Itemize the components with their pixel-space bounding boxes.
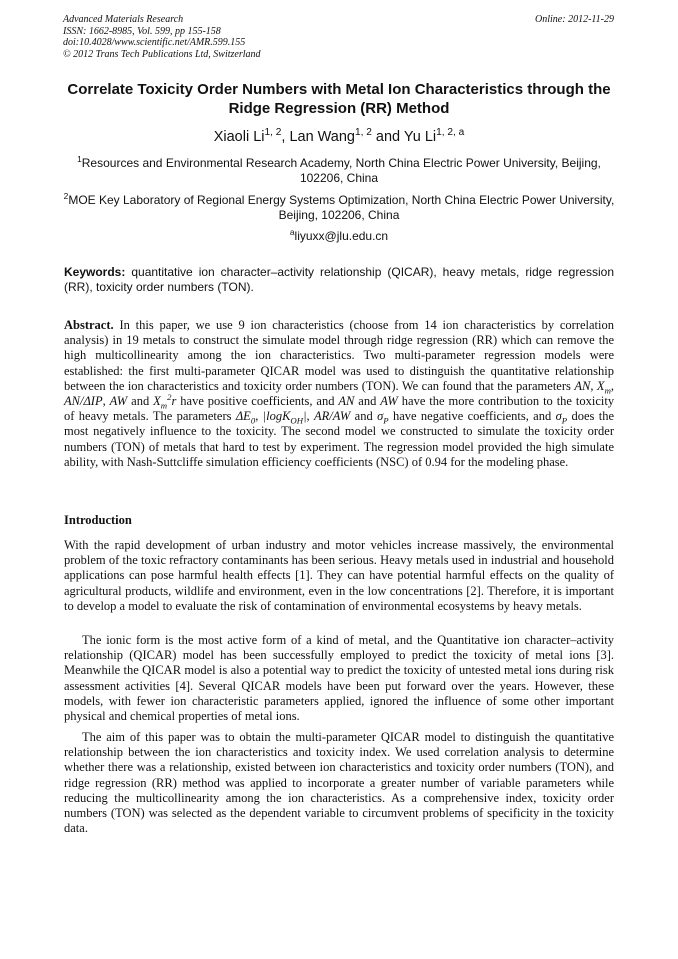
affiliation-mark: 2: [63, 191, 69, 201]
journal-header: [63, 14, 614, 60]
affiliation-1: [60, 156, 618, 186]
affiliation-text: MOE Key Laboratory of Regional Energy Systems Optimization, North China Electric Power University, Beijing, 102206, China: [68, 193, 615, 222]
abstract-text: and: [131, 394, 150, 409]
doi-line: doi:10.4028/www.scientific.net/AMR.599.155: [63, 37, 246, 48]
email-mark: a: [289, 227, 295, 237]
abstract-text: does the most negatively influence to the toxicity. The second model we constructed to simulate the toxicity order numbers (TON) of metals that hard to test by experiment. The regression model provided the high simulate ability, with Nash-Suttcliffe simulation efficiency coefficients (NSC) of 0.94 for the modeling phase.: [64, 409, 615, 469]
affiliation-2: [60, 193, 618, 223]
affiliation-mark: 1: [77, 154, 82, 164]
issn-line: ISSN: 1662-8985, Vol. 599, pp 155-158: [63, 25, 221, 37]
abstract-text: have positive coefficients, and: [180, 394, 335, 409]
online-date: Online: 2012-11-29: [535, 14, 614, 25]
email-address[interactable]: liyuxx@jlu.edu.cn: [294, 229, 389, 243]
abstract-text: and: [358, 394, 377, 409]
author-name: Lan Wang: [289, 129, 355, 145]
abstract: Abstract. In this paper, we use 9 ion characteristics (choose from 14 ion characteristics by correlation analysis) in 19 metals to construct the simulate model through ridge regression (RR) which can remove the high multicollinearity among the ion characteristics. Two multi-parameter regression models were established: the first multi-parameter QICAR model was used to distinguish the quantitative relationship between the ion characteristics and toxicity order numbers (TON). We can found that the parameters AN, $X_m$, AN/ΔIP, AW and $X_m^2r$ have positive coefficients, and AN and AW have the more contribution to the toxicity of heavy metals. The parameters $\Delta E_0$, |logK$_{OH}$|, AR/AW and $\sigma_P$ have negative coefficients, and $\sigma_P$ does the most negatively influence to the toxicity. The second model we constructed to simulate the toxicity order numbers (TON) of metals that hard to test by experiment. The regression model provided the high simulate ability, with Nash-Suttcliffe simulation efficiency coefficients (NSC) of 0.94 for the modeling phase.: [64, 318, 615, 469]
intro-paragraph-2: The ionic form is the most active form of a kind of metal, and the Quantitative ion character–activity relationship (QICAR) model has been successfully employed to predict the toxicity of metal ions [3]. Meanwhile the QICAR model is also a potential way to predict the toxicity of untested metal ions during risk assessment activities [4]. Several QICAR models have been put forward over the years. However, these models, with fewer ion characteristic parameters applied, ignored the influence of some other important physical and chemical properties of metal ions.: [64, 633, 614, 724]
copyright-line: © 2012 Trans Tech Publications Ltd, Switzerland: [63, 48, 261, 60]
author-affiliation-mark: 1, 2: [264, 127, 282, 139]
variable-xm2r: $X_m^2r$: [153, 391, 177, 411]
author-separator: and: [371, 129, 404, 145]
section-heading-introduction: Introduction: [64, 513, 132, 527]
abstract-text: have negative coefficients, and: [392, 409, 552, 424]
keywords-label: Keywords:: [64, 265, 126, 279]
abstract-label: Abstract.: [64, 318, 114, 332]
variable-aw: AW: [109, 394, 128, 409]
intro-paragraph-3: The aim of this paper was to obtain the multi-parameter QICAR model to distinguish the quantitative relationship between the ion characteristics and toxicity index. We used correlation analysis to determine whether there was a relationship, existed between ion characteristics and toxicity order numbers (TON), and ridge regression (RR) method was applied to incorporate a greater number of variable parameters while reducing the multicollinearity among the ion characteristics. As a comprehensive index, toxicity order numbers (TON) was selected as the dependent variable to circumvent problems of specificity in the toxicity data.: [64, 730, 614, 836]
author-separator: ,: [281, 129, 290, 145]
keywords-text: quantitative ion character–activity relationship (QICAR), heavy metals, ridge regression (RR), toxicity order numbers (TON).: [64, 265, 614, 294]
intro-paragraph-1: With the rapid development of urban industry and motor vehicles increase massively, the environmental problem of the toxic refractory contaminants has been serious. Heavy metals used in industrial and household applications can pose harmful health effects [1]. They can have potential harmful effects on the quality of agricultural products, wildlife and environment, even in the low concentrations [2]. Therefore, it is important to develop a model to evaluate the risk of contamination of environmental ecosystems by heavy metals.: [64, 538, 614, 613]
variable-delta-e: $\Delta E_0$: [235, 409, 256, 426]
variable-aw: AW: [380, 394, 398, 409]
variable-an: AN: [574, 378, 591, 393]
email-line: [40, 229, 638, 243]
author-name: Yu Li: [403, 129, 437, 145]
keywords: [64, 265, 614, 295]
author-name: Xiaoli Li: [213, 129, 265, 145]
paper-title: Correlate Toxicity Order Numbers with Metal Ion Characteristics through the Ridge Regression (RR) Method: [67, 81, 611, 117]
variable-xm: $X_m$: [596, 378, 611, 396]
abstract-text: In this paper, we use 9 ion characteristics (choose from 14 ion characteristics by correlation analysis) in 19 metals to construct the simulate model through ridge regression (RR) which can remove the high multicollinearity among the ion characteristics. Two multi-parameter regression models were established: the first multi-parameter QICAR model was used to distinguish the quantitative relationship between the ion characteristics and toxicity order numbers (TON). We can found that the parameters: [64, 318, 615, 393]
variable-ar-aw: AR/AW: [313, 409, 351, 424]
variable-sigma: $\sigma_P$: [377, 409, 389, 426]
author-affiliation-mark: 1, 2: [355, 127, 372, 139]
author-list: [40, 129, 638, 145]
variable-an: AN: [338, 394, 355, 409]
variable-logk: |logK$_{OH}$|: [262, 409, 307, 426]
journal-name: Advanced Materials Research: [63, 14, 184, 25]
affiliation-text: Resources and Environmental Research Academy, North China Electric Power University, Beijing, 102206, China: [81, 156, 601, 185]
abstract-text: and: [354, 409, 373, 424]
variable-sigma: $\sigma_P$: [555, 409, 568, 426]
author-affiliation-mark: 1, 2, a: [436, 127, 465, 139]
abstract-text: have the more contribution to the toxicity of heavy metals. The parameters: [64, 394, 615, 424]
variable-an-dip: AN/ΔIP: [64, 394, 103, 409]
